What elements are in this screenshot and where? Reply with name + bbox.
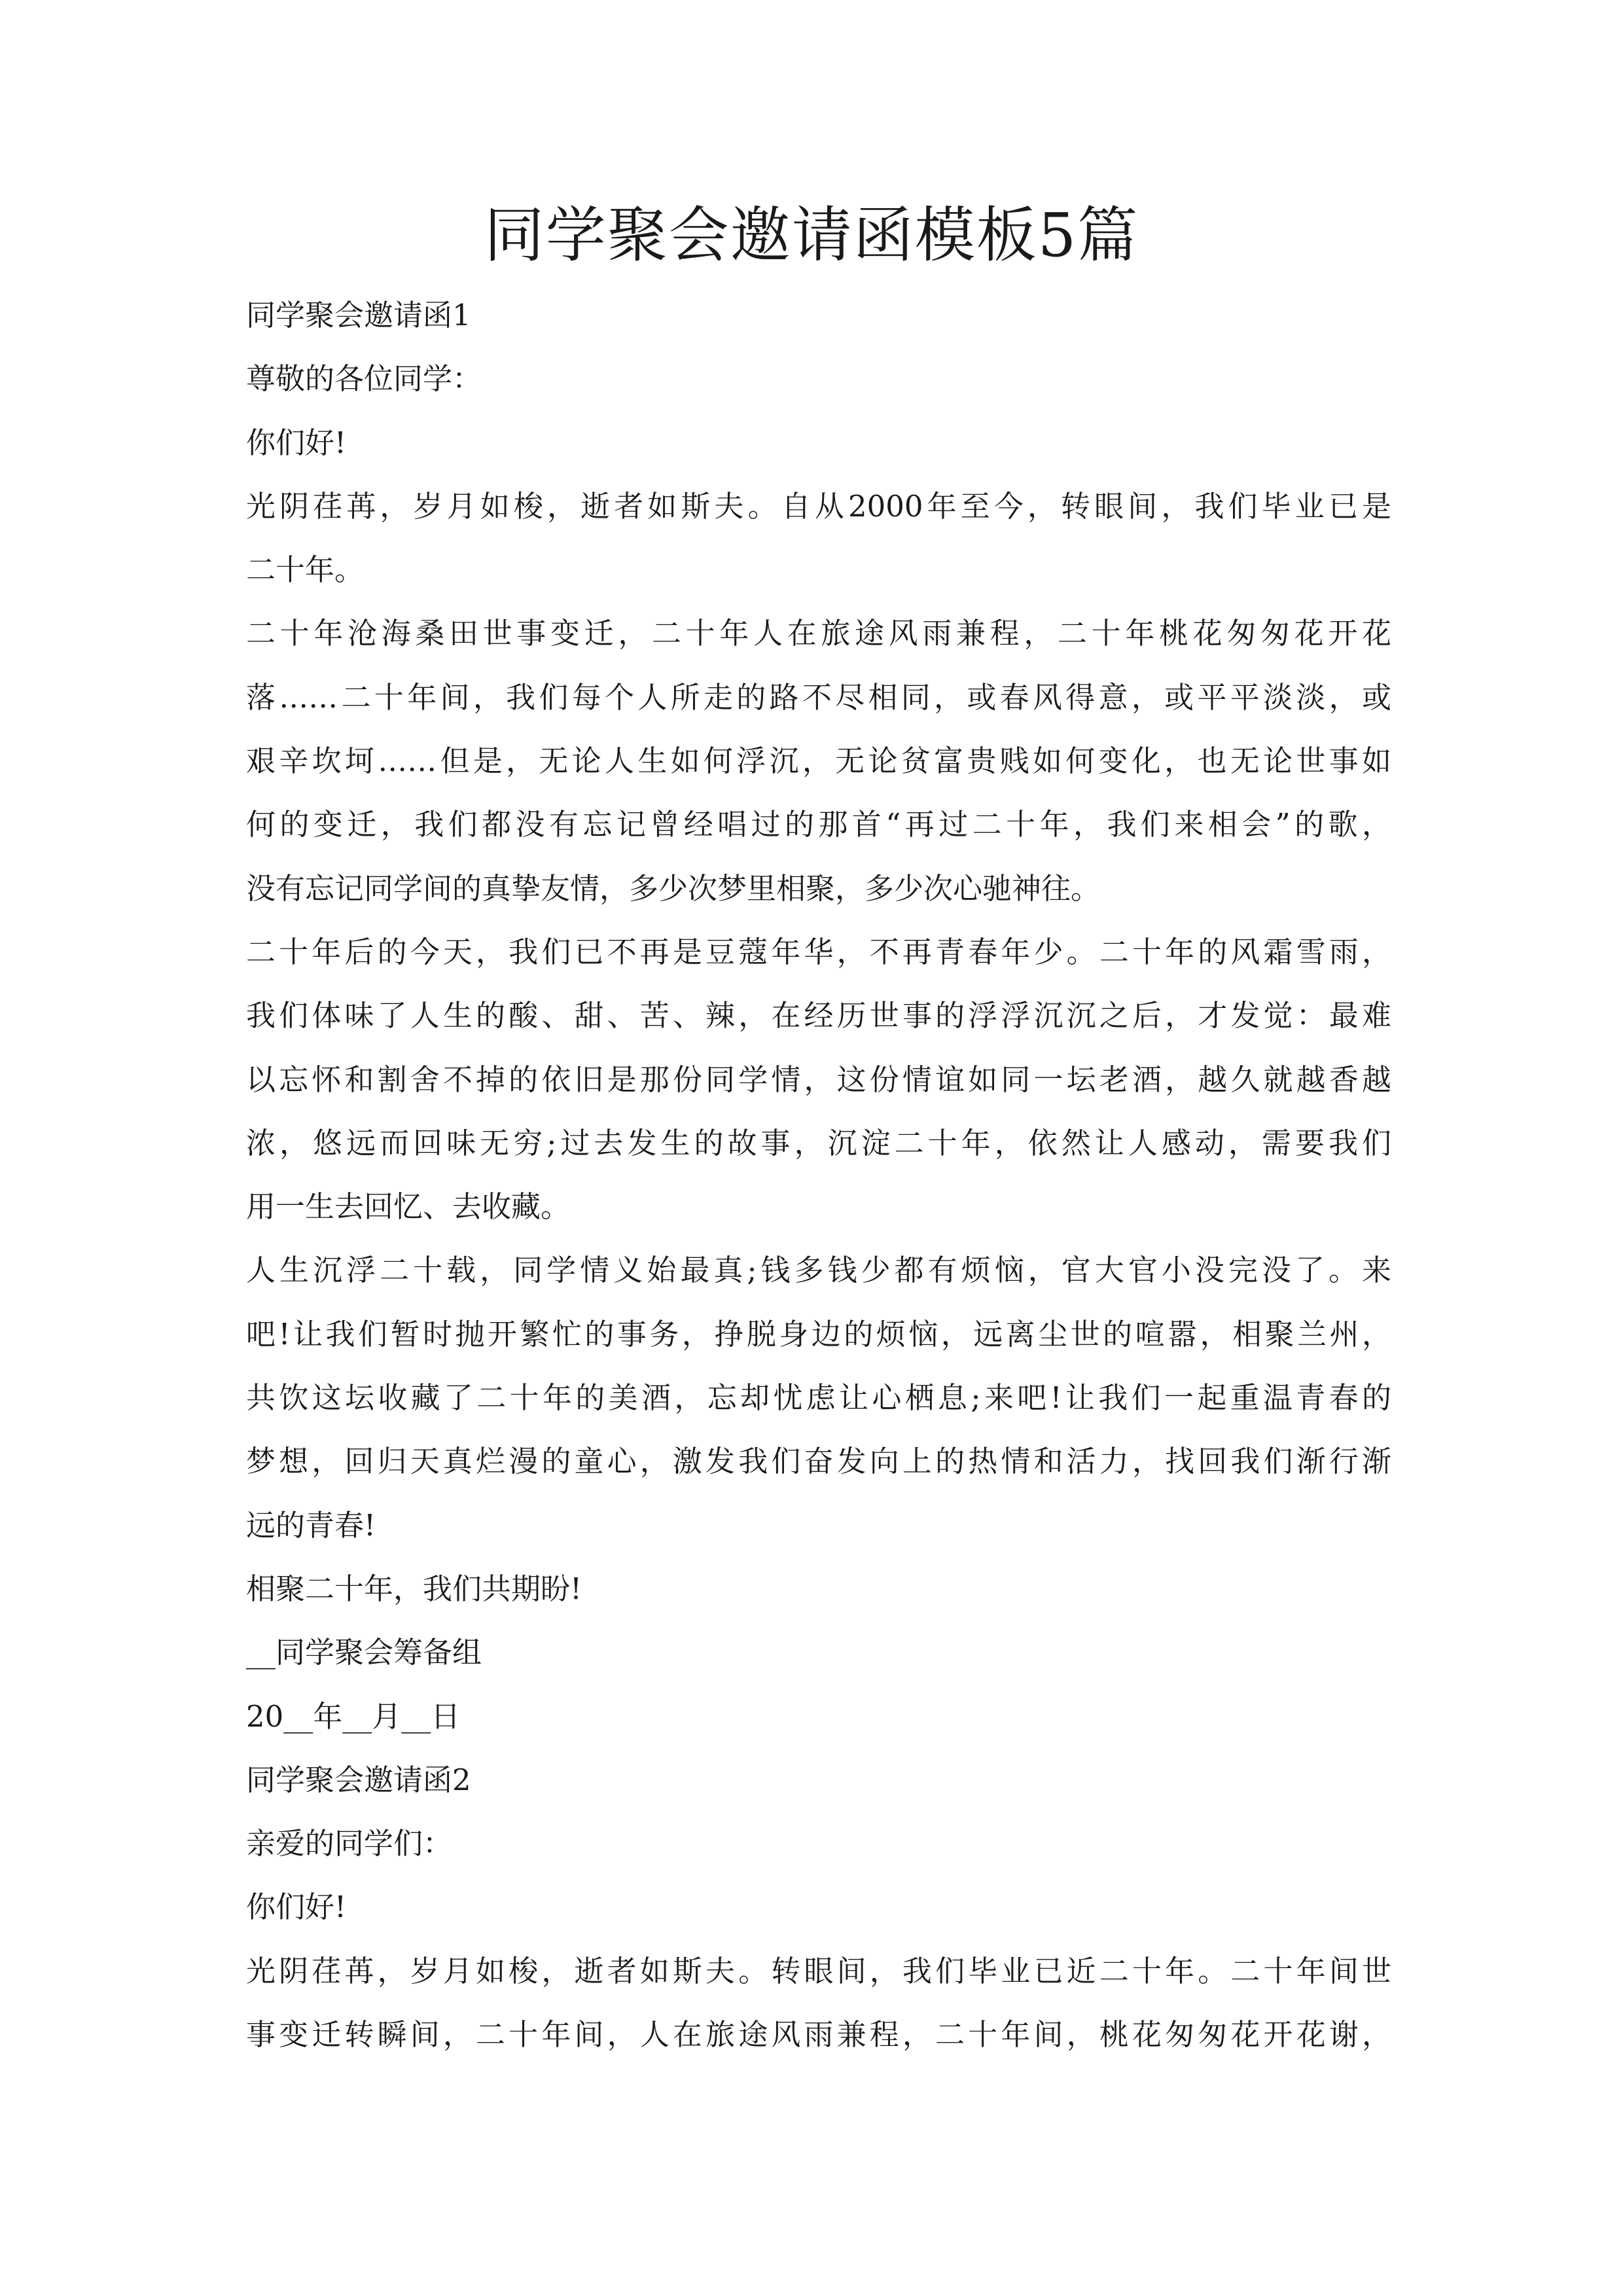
- paragraph-line: 用一生去回忆、去收藏。: [246, 1189, 571, 1225]
- paragraph-line: 何的变迁，我们都没有忘记曾经唱过的那首“再过二十年，我们来相会”的歌，: [246, 807, 1391, 842]
- paragraph-line: 光阴荏苒，岁月如梭，逝者如斯夫。转眼间，我们毕业已近二十年。二十年间世: [246, 1953, 1391, 1988]
- paragraph-line: 落……二十年间，我们每个人所走的路不尽相同，或春风得意，或平平淡淡，或: [246, 679, 1391, 715]
- paragraph-line: 事变迁转瞬间，二十年间，人在旅途风雨兼程，二十年间，桃花匆匆花开花谢，: [246, 2017, 1391, 2053]
- paragraph-line: 梦想，回归天真烂漫的童心，激发我们奋发向上的热情和活力，找回我们渐行渐: [246, 1444, 1391, 1479]
- paragraph-line: 你们好!: [246, 425, 347, 460]
- paragraph-line: 没有忘记同学间的真挚友情，多少次梦里相聚，多少次心驰神往。: [246, 870, 1101, 906]
- paragraph-line: 同学聚会邀请函1: [246, 298, 471, 332]
- paragraph-line: 相聚二十年，我们共期盼!: [246, 1571, 582, 1606]
- paragraph-line: __同学聚会筹备组: [246, 1635, 482, 1670]
- paragraph-line: 人生沉浮二十载，同学情义始最真;钱多钱少都有烦恼，官大官小没完没了。来: [246, 1253, 1391, 1288]
- document-body: [246, 283, 1391, 2066]
- paragraph-line: 尊敬的各位同学：: [246, 361, 482, 397]
- paragraph-line: 二十年沧海桑田世事变迁，二十年人在旅途风雨兼程，二十年桃花匆匆花开花: [246, 616, 1391, 651]
- paragraph-line: 亲爱的同学们：: [246, 1826, 453, 1861]
- document-title: 同学聚会邀请函模板5篇: [484, 200, 1139, 270]
- paragraph-line: 以忘怀和割舍不掉的依旧是那份同学情，这份情谊如同一坛老酒，越久就越香越: [246, 1062, 1391, 1097]
- paragraph-line: 吧!让我们暂时抛开繁忙的事务，挣脱身边的烦恼，远离尘世的喧嚣，相聚兰州，: [246, 1316, 1391, 1352]
- paragraph-line: 我们体味了人生的酸、甜、苦、辣，在经历世事的浮浮沉沉之后，才发觉：最难: [246, 998, 1391, 1033]
- paragraph-line: 二十年后的今天，我们已不再是豆蔻年华，不再青春年少。二十年的风霜雪雨，: [246, 934, 1391, 969]
- paragraph-line: 浓，悠远而回味无穷;过去发生的故事，沉淀二十年，依然让人感动，需要我们: [246, 1125, 1391, 1160]
- paragraph-line: 共饮这坛收藏了二十年的美酒，忘却忧虑让心栖息;来吧!让我们一起重温青春的: [246, 1380, 1391, 1416]
- paragraph-line: 二十年。: [246, 552, 365, 588]
- paragraph-line: 同学聚会邀请函2: [246, 1762, 471, 1797]
- paragraph-line: 远的青春!: [246, 1507, 376, 1543]
- paragraph-line: 你们好!: [246, 1890, 347, 1925]
- paragraph-line: 光阴荏苒，岁月如梭，逝者如斯夫。自从2000年至今，转眼间，我们毕业已是: [246, 488, 1391, 524]
- paragraph-line: 20__年__月__日: [246, 1698, 461, 1734]
- paragraph-line: 艰辛坎坷……但是，无论人生如何浮沉，无论贫富贵贱如何变化，也无论世事如: [246, 744, 1391, 779]
